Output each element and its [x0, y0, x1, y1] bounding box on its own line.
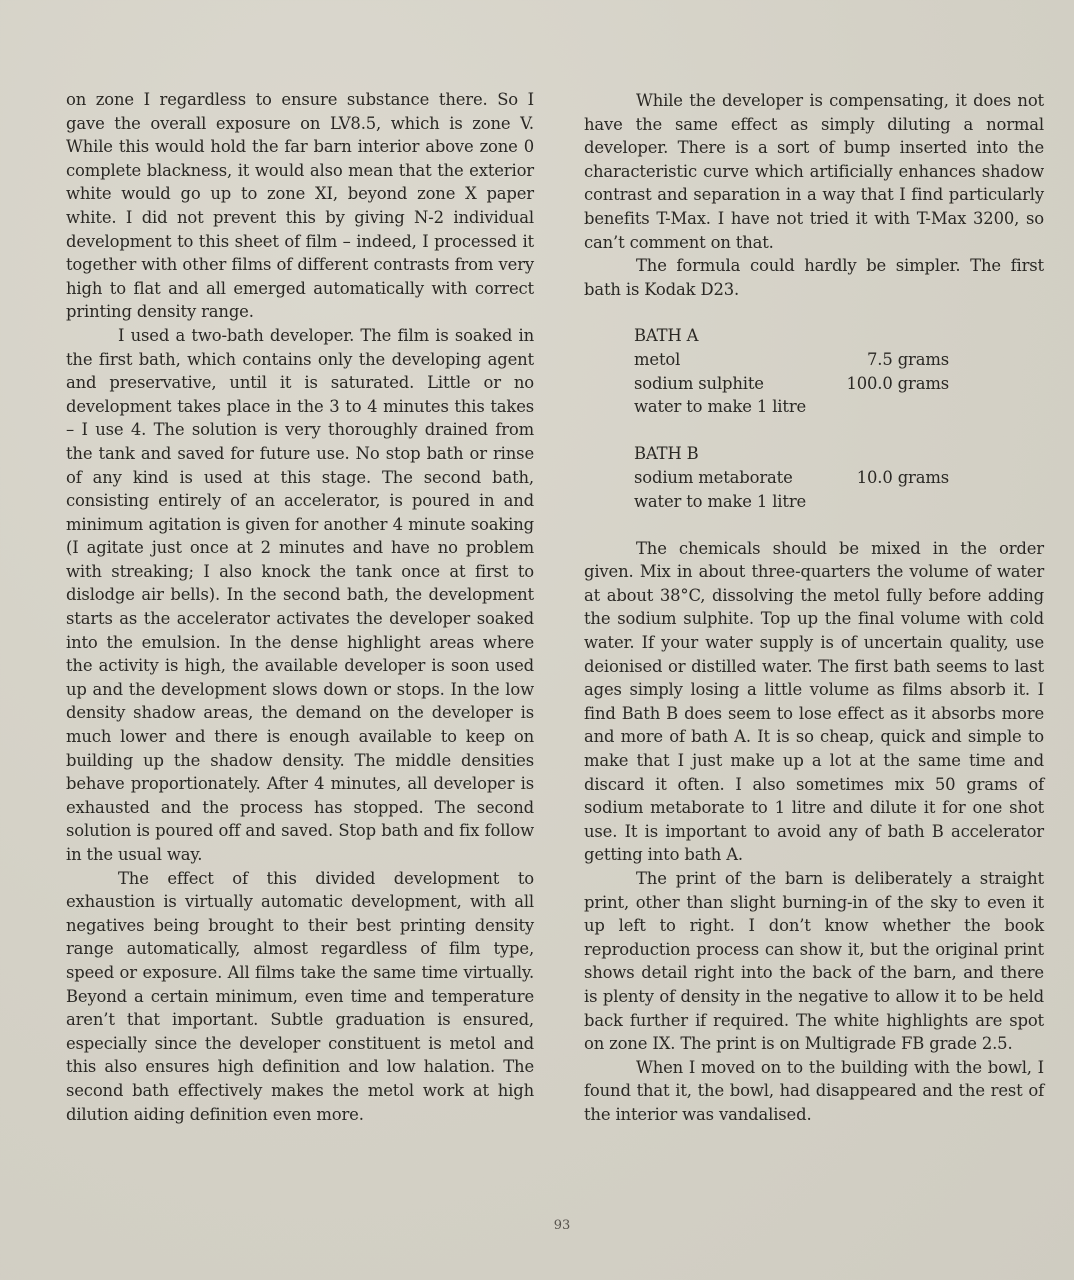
- ingredient-row: [634, 395, 949, 419]
- left-column: [66, 88, 534, 1126]
- ingredient-name: water to make 1 litre: [634, 491, 807, 511]
- developer-recipe: [634, 324, 949, 513]
- paragraph-zone-exposure: on zone I regardless to ensure substance there. So I gave the overall exposure on LV8.5, which is zone V. While this would hold the far barn interior above zone 0 complete blackness, it would also mean that the exterior white would go up to zone XI, beyond zone X paper white. I did not prevent this by giving N-2 individual development to this sheet of film – indeed, I processed it together with other films of different contrasts from very high to flat and all emerged automatically with correct printing density range.: [66, 90, 534, 322]
- ingredient-row: [634, 466, 949, 490]
- right-column: [584, 89, 1044, 1127]
- ingredient-quantity: 100.0 grams: [846, 373, 949, 393]
- bath-b-recipe: [634, 442, 949, 513]
- closing-text: [584, 537, 1044, 1127]
- paragraph-two-bath-developer: I used a two-bath developer. The film is soaked in the first bath, which contains only the developing agent and preservative, until it is saturated. Little or no development takes place in the 3 to 4 minutes this takes – I use 4. The solution is very thoroughly drained from the tank and saved for future use. No stop bath or rinse of any kind is used at this stage. The second bath, consisting entirely of an accelerator, is poured in and minimum agitation is given for another 4 minute soaking (I agitate just once at 2 minutes and have no problem with streaking; I also knock the tank once at first to dislodge air bells). In the second bath, the development starts as the accelerator activates the developer soaked into the emulsion. In the dense highlight areas where the activity is high, the available developer is soon used up and the development slows down or stops. In the low density shadow areas, the demand on the developer is much lower and there is enough available to keep on building up the shadow density. The middle densities behave proportionately. After 4 minutes, all developer is exhausted and the process has stopped. The second solution is poured off and saved. Stop bath and fix follow in the usual way.: [66, 325, 534, 864]
- bath-a-recipe: [634, 324, 949, 418]
- ingredient-name: water to make 1 litre: [634, 397, 807, 417]
- ingredient-row: [634, 372, 949, 396]
- ingredient-name: sodium sulphite: [634, 373, 764, 393]
- ingredient-quantity: 10.0 grams: [856, 467, 949, 487]
- ingredient-row: [634, 348, 949, 372]
- bath-b-title: BATH B: [634, 444, 699, 464]
- page-number: 93: [553, 1218, 571, 1233]
- paragraph-barn-print: The print of the barn is deliberately a straight print, other than slight burning-in of the sky to even it up left to right. I don’t know whether the book reproduction process can show it, but the original print shows detail right into the back of the barn, and there is plenty of density in the negative to allow it to be held back further if required. The white highlights are spot on zone IX. The print is on Multigrade FB grade 2.5.: [584, 869, 1044, 1054]
- paragraph-divided-development-effect: The effect of this divided development to exhaustion is virtually automatic development, with all negatives being brought to their best printing density range automatically, almost regardless of film type, speed or exposure. All films take the same time virtually. Beyond a certain minimum, even time and temperature aren’t that important. Subtle graduation is ensured, especially since the developer constituent is metol and this also ensures high definition and low halation. The second bath effectively makes the metol work at high dilution aiding definition even more.: [66, 868, 534, 1124]
- paragraph-mixing-instructions: The chemicals should be mixed in the order given. Mix in about three-quarters the volume of water at about 38°C, dissolving the metol fully before adding the sodium sulphite. Top up the final volume with cold water. If your water supply is of uncertain quality, use deionised or distilled water. The first bath seems to last ages simply losing a little volume as films absorb it. I find Bath B does seem to lose effect as it absorbs more and more of bath A. It is so cheap, quick and simple to make that I just make up a lot at the same time and discard it often. I also sometimes mix 50 grams of sodium metaborate to 1 litre and dilute it for one shot use. It is important to avoid any of bath B accelerator getting into bath A.: [584, 538, 1044, 865]
- bath-a-title: BATH A: [634, 326, 699, 346]
- paragraph-compensating-developer: While the developer is compensating, it does not have the same effect as simply diluting a normal developer. There is a sort of bump inserted into the characteristic curve which artificially enhances shadow contrast and separation in a way that I find particularly benefits T-Max. I have not tried it with T-Max 3200, so can’t comment on that.: [584, 91, 1044, 252]
- ingredient-quantity: 7.5 grams: [867, 349, 949, 369]
- ingredient-name: sodium metaborate: [634, 467, 793, 487]
- ingredient-name: metol: [634, 349, 681, 369]
- ingredient-row: [634, 490, 949, 514]
- paragraph-formula-intro: The formula could hardly be simpler. The first bath is Kodak D23.: [584, 256, 1044, 299]
- paragraph-building-bowl: When I moved on to the building with the bowl, I found that it, the bowl, had disappeared and the rest of the interior was vandalised.: [584, 1057, 1044, 1124]
